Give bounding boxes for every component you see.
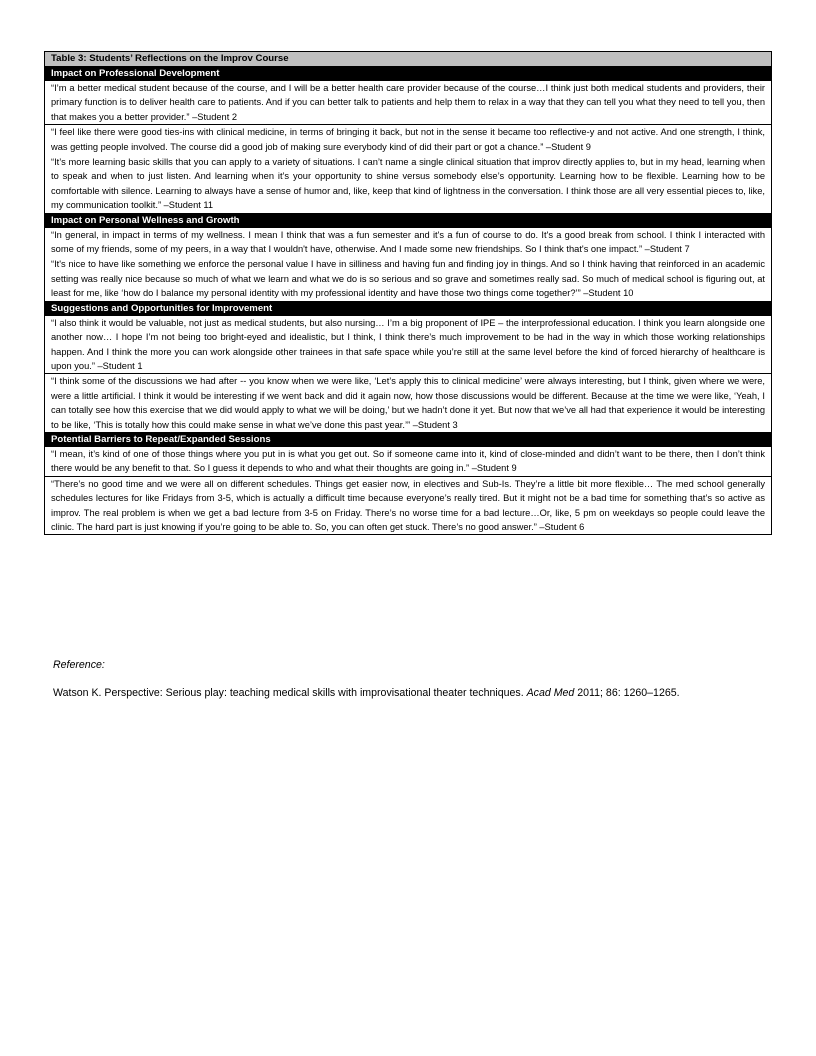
quote-cell	[45, 447, 771, 477]
section-header-suggestions: Suggestions and Opportunities for Improvement	[45, 302, 771, 316]
quote-cell	[45, 316, 771, 375]
journal-name: Acad Med	[526, 687, 575, 699]
student-quote: “I also think it would be valuable, not just as medical students, but also nursing… I’m a big proponent of IPE – the interprofessional education. I think you learn alongside one another now… I hope I’m not being too bright-eyed and idealistic, but I think, I think there’s much improvement to be had in the way in which those working relationships happen. And I think the more you can work alongside other trainees in that safe space while you’re still at the same level before the kind of forced hierarchy of healthcare is upon you.” –Student 1	[51, 317, 765, 371]
student-quote: “I’m a better medical student because of the course, and I will be a better health care provider because of the course…I think just both medical students and providers, their primary function is to deliver health care to patients. And if you can better talk to patients and help them to relax in a way that they can tell you what they need to tell you, then that makes you a better provider.” –Student 2	[51, 83, 765, 122]
table-title: Table 3: Students’ Reflections on the Improv Course	[45, 52, 771, 67]
reflections-table	[44, 51, 772, 535]
quote-cell	[45, 125, 771, 213]
section-header-barriers: Potential Barriers to Repeat/Expanded Sessions	[45, 433, 771, 447]
student-quote: “I mean, it’s kind of one of those things where you put in is what you get out. So if someone came into it, kind of close-minded and didn’t want to be there, then I don’t think there would be any benefit to that. So I guess it depends to who and what their thoughts are going in.” –Student 9	[51, 448, 765, 474]
section-header-personal-wellness: Impact on Personal Wellness and Growth	[45, 214, 771, 228]
quote-cell	[45, 81, 771, 125]
citation-text: Watson K. Perspective: Serious play: teaching medical skills with improvisational theater techniques.	[53, 687, 527, 699]
student-quote: “In general, in impact in terms of my wellness. I mean I think that was a fun semester and it's a fun of course to do. It's a good break from school. I think I interacted with some of my friends, some of my peers, in a way that I wouldn't have, otherwise. And I made some new friendships. So I think that's one impact.” –Student 7	[51, 229, 765, 255]
quote-cell	[45, 228, 771, 302]
reference-citation	[53, 685, 773, 701]
student-quote: “I feel like there were good ties-ins with clinical medicine, in terms of bringing it back, but not in the sense it became too reflective-y and not active. And one strength, I think, was getting people involved. The course did a good job of making sure everybody kind of did their part or got a chance.” –Student 9	[51, 127, 765, 152]
student-quote: “There’s no good time and we were all on different schedules. Things get easier now, in electives and Sub-Is. They’re a little bit more flexible… The med school generally schedules lectures for like Fridays from 3-5, which is actually a difficult time because everyone’s really tired. But it might not be a bad time for something that’s so active as improv. The real problem is when we get a bad lecture from 3-5 on Friday. There’s no worse time for a bad lecture…Or, like, 5 pm on weekdays so people could leave the clinic. The hard part is just knowing if you’re going to be able to. So, you can often get stuck. There’s no good answer.” –Student 6	[51, 478, 765, 532]
quote-cell	[45, 374, 771, 433]
quote-cell	[45, 477, 771, 535]
student-quote: “I think some of the discussions we had after -- you know when we were like, ‘Let’s apply this to clinical medicine’ were always interesting, but I think, given where we were, were a little artificial. I think it would be interesting if we went back and did it again now, how those discussions would be different. Because at the time we were like, ‘Yeah, I can totally see how this exercise that we did would apply to what we will be doing,’ but we hadn’t done it yet. But now that we’ve all had that experience it would be interesting to be like, ‘This is totally how this could make sense in what we’ve done this past year.’” –Student 3	[51, 376, 765, 430]
section-header-professional-development: Impact on Professional Development	[45, 67, 771, 81]
student-quote: “It's nice to have like something we enforce the personal value I have in silliness and having fun and finding joy in things. And so I think having that reinforced in an academic setting was really nice because so much of what we learn and what we do is so serious and so grave and sometimes really sad. So much of medical school is figuring out, at least for me, like ‘how do I balance my personal identity with my professional identity and have those two things come together?’” –Student 10	[51, 259, 765, 299]
citation-details: 2011; 86: 1260–1265.	[574, 687, 680, 699]
student-quote: “It’s more learning basic skills that you can apply to a variety of situations. I can’t name a single clinical situation that improv directly applies to, but in my head, learning when to speak and when to just listen. And learning when it’s your opportunity to shine versus somebody else’s opportunity. Learning how to be flexible. Learning how to be comfortable with silence. Learning to always have a sense of humor and, like, keep that kind of lightness in the conversation. I think those are all very essential pieces to, like, my communication toolkit.” –Student 11	[51, 157, 765, 211]
reference-block	[53, 657, 773, 701]
reference-label: Reference:	[53, 659, 105, 671]
